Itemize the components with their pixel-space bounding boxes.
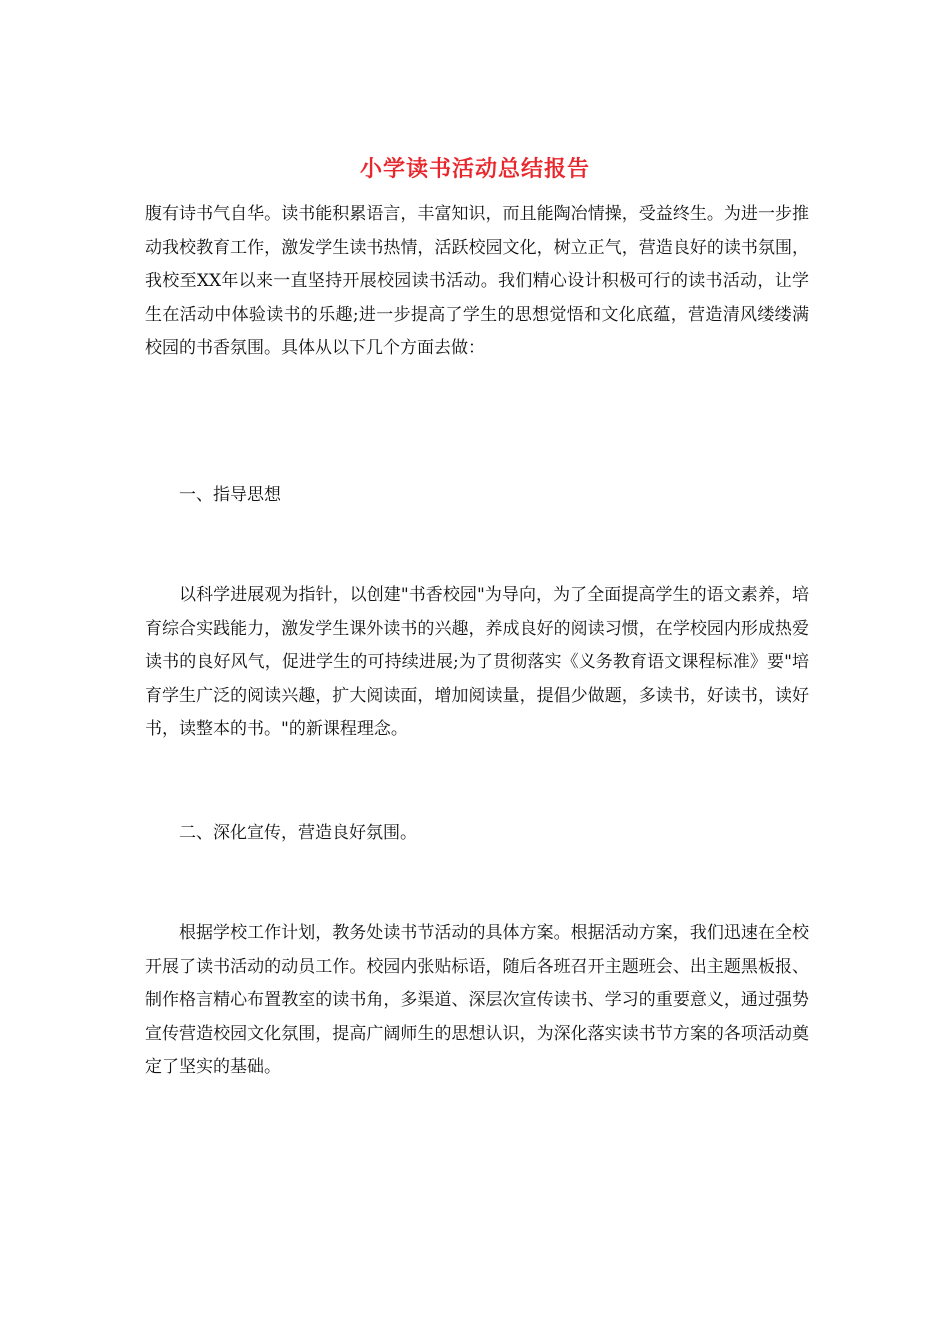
document-body <box>145 198 809 1085</box>
intro-paragraph: 腹有诗书气自华。读书能积累语言，丰富知识，而且能陶冶情操，受益终生。为进一步推动我校教育工作，激发学生读书热情，活跃校园文化，树立正气，营造良好的读书氛围，我校至XX年以来一直坚持开展校园读书活动。我们精心设计积极可行的读书活动，让学生在活动中体验读书的乐趣;进一步提高了学生的思想觉悟和文化底蕴，营造清风缕缕满校园的书香氛围。具体从以下几个方面去做： <box>145 204 809 358</box>
section-heading-publicity: 二、深化宣传，营造良好氛围。 <box>179 822 417 843</box>
section-heading-guiding-ideology: 一、指导思想 <box>179 484 281 505</box>
document-title: 小学读书活动总结报告 <box>359 156 590 182</box>
section-body-publicity: 根据学校工作计划，教务处读书节活动的具体方案。根据活动方案，我们迅速在全校开展了读书活动的动员工作。校园内张贴标语，随后各班召开主题班会、出主题黑板报、制作格言精心布置教室的读书角，多渠道、深层次宣传读书、学习的重要意义，通过强势宣传营造校园文化氛围，提高广阔师生的思想认识，为深化落实读书节方案的各项活动奠定了坚实的基础。 <box>145 923 809 1077</box>
section-body-guiding-ideology: 以科学进展观为指针，以创建"书香校园"为导向，为了全面提高学生的语文素养，培育综合实践能力，激发学生课外读书的兴趣，养成良好的阅读习惯，在学校园内形成热爱读书的良好风气，促进学生的可持续进展;为了贯彻落实《义务教育语文课程标准》要"培育学生广泛的阅读兴趣，扩大阅读面，增加阅读量，提倡少做题，多读书，好读书，读好书，读整本的书。"的新课程理念。 <box>145 585 809 739</box>
